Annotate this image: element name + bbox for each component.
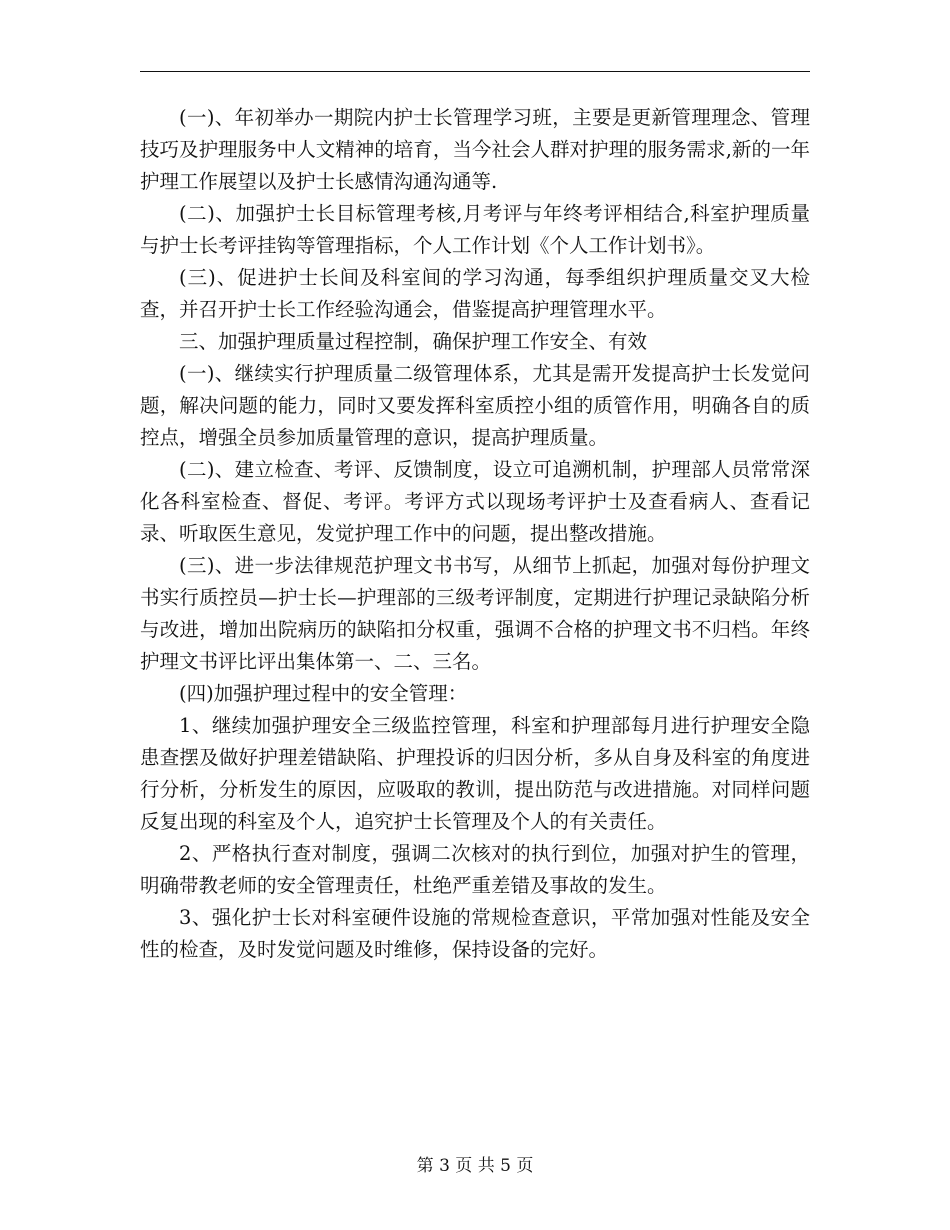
- paragraph: (一)、继续实行护理质量二级管理体系，尤其是需开发提高护士长发觉问题，解决问题的能力，同时又要发挥科室质控小组的质管作用，明确各自的质控点，增强全员参加质量管理的意识，提高护理质量。: [140, 362, 810, 449]
- page-number: 第 3 页 共 5 页: [416, 1156, 534, 1176]
- paragraph: (三)、进一步法律规范护理文书书写，从细节上抓起，加强对每份护理文书实行质控员—护士长—护理部的三级考评制度，定期进行护理记录缺陷分析与改进，增加出院病历的缺陷扣分权重，强调不合格的护理文书不归档。年终护理文书评比评出集体第一、二、三名。: [140, 554, 810, 673]
- paragraph: (二)、建立检查、考评、反馈制度，设立可追溯机制，护理部人员常常深化各科室检查、督促、考评。考评方式以现场考评护士及查看病人、查看记录、听取医生意见，发觉护理工作中的问题，提出整改措施。: [140, 458, 810, 545]
- paragraph: 3、强化护士长对科室硬件设施的常规检查意识，平常加强对性能及安全性的检查，及时发觉问题及时维修，保持设备的完好。: [140, 906, 810, 961]
- section-heading: 三、加强护理质量过程控制，确保护理工作安全、有效: [179, 330, 648, 353]
- paragraph: (一)、年初举办一期院内护士长管理学习班，主要是更新管理理念、管理技巧及护理服务中人文精神的培育，当今社会人群对护理的服务需求,新的一年护理工作展望以及护士长感情沟通沟通等.: [140, 106, 810, 193]
- header-rule: [140, 71, 810, 72]
- document-body: [140, 102, 810, 966]
- paragraph: (二)、加强护士长目标管理考核,月考评与年终考评相结合,科室护理质量与护士长考评挂钩等管理指标，个人工作计划《个人工作计划书》。: [140, 202, 810, 257]
- paragraph: 2、严格执行查对制度，强调二次核对的执行到位，加强对护生的管理，明确带教老师的安全管理责任，杜绝严重差错及事故的发生。: [140, 842, 810, 897]
- paragraph: (三)、促进护士长间及科室间的学习沟通，每季组织护理质量交叉大检查，并召开护士长工作经验沟通会，借鉴提高护理管理水平。: [140, 266, 810, 321]
- paragraph: 1、继续加强护理安全三级监控管理，科室和护理部每月进行护理安全隐患查摆及做好护理差错缺陷、护理投诉的归因分析，多从自身及科室的角度进行分析，分析发生的原因，应吸取的教训，提出防范与改进措施。对同样问题反复出现的科室及个人，追究护士长管理及个人的有关责任。: [140, 714, 810, 833]
- subsection-heading: (四)加强护理过程中的安全管理：: [179, 682, 468, 705]
